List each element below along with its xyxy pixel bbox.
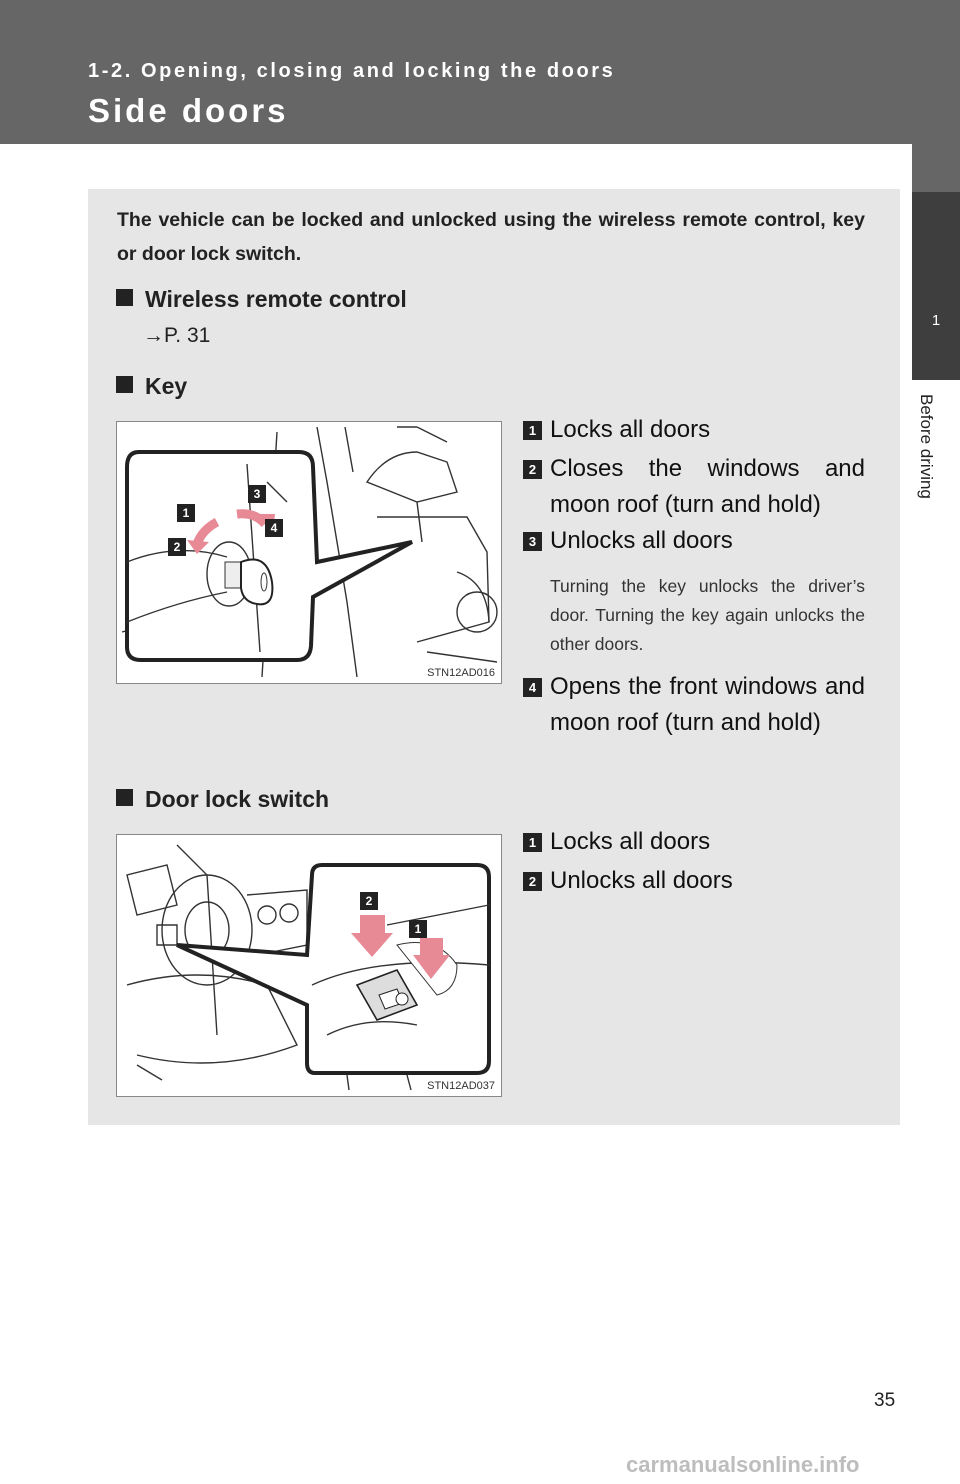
chapter-label: Before driving [917, 394, 936, 499]
switch-figure-drawing [117, 835, 501, 1096]
door-lock-switch-illustration [116, 834, 502, 1097]
heading-wireless: Wireless remote control [116, 286, 407, 313]
heading-door-lock-switch: Door lock switch [116, 786, 329, 813]
number-badge: 2 [523, 872, 542, 891]
number-badge: 2 [523, 460, 542, 479]
bullet-square-icon [116, 376, 133, 393]
key-item-3: 3 Unlocks all doors [523, 523, 865, 559]
section-title: 1-2. Opening, closing and locking the doors [88, 60, 616, 82]
callout-badge: 2 [360, 892, 378, 910]
key-item-1: 1 Locks all doors [523, 412, 865, 448]
page-title: Side doors [88, 92, 289, 129]
callout-badge: 3 [248, 485, 266, 503]
key-item-4: 4 Opens the front windows and moon roof (turn and hold) [523, 669, 865, 741]
page-header [0, 0, 960, 144]
number-badge: 1 [523, 421, 542, 440]
number-badge: 3 [523, 532, 542, 551]
key-illustration [116, 421, 502, 684]
figure-code: STN12AD016 [427, 667, 495, 679]
bullet-square-icon [116, 789, 133, 806]
callout-badge: 2 [168, 538, 186, 556]
intro-text: The vehicle can be locked and unlocked using the wireless remote control, key or door lock switch. [117, 209, 865, 265]
chapter-number: 1 [931, 312, 941, 329]
figure-code: STN12AD037 [427, 1080, 495, 1092]
switch-item-1: 1 Locks all doors [523, 824, 865, 860]
side-tab-top [912, 0, 960, 192]
bullet-square-icon [116, 289, 133, 306]
chapter-tab[interactable] [912, 192, 960, 380]
key-item-2: 2 Closes the windows and moon roof (turn and hold) [523, 451, 865, 523]
page-reference-link[interactable]: →P. 31 [143, 324, 211, 347]
watermark: carmanualsonline.info [626, 1452, 860, 1477]
number-badge: 4 [523, 678, 542, 697]
heading-key: Key [116, 373, 187, 400]
switch-item-2: 2 Unlocks all doors [523, 863, 865, 899]
page-number: 35 [874, 1390, 896, 1411]
callout-badge: 4 [265, 519, 283, 537]
callout-badge: 1 [409, 920, 427, 938]
callout-badge: 1 [177, 504, 195, 522]
number-badge: 1 [523, 833, 542, 852]
key-note: Turning the key unlocks the driver’s door. Turning the key again unlocks the other doors. [550, 576, 865, 654]
